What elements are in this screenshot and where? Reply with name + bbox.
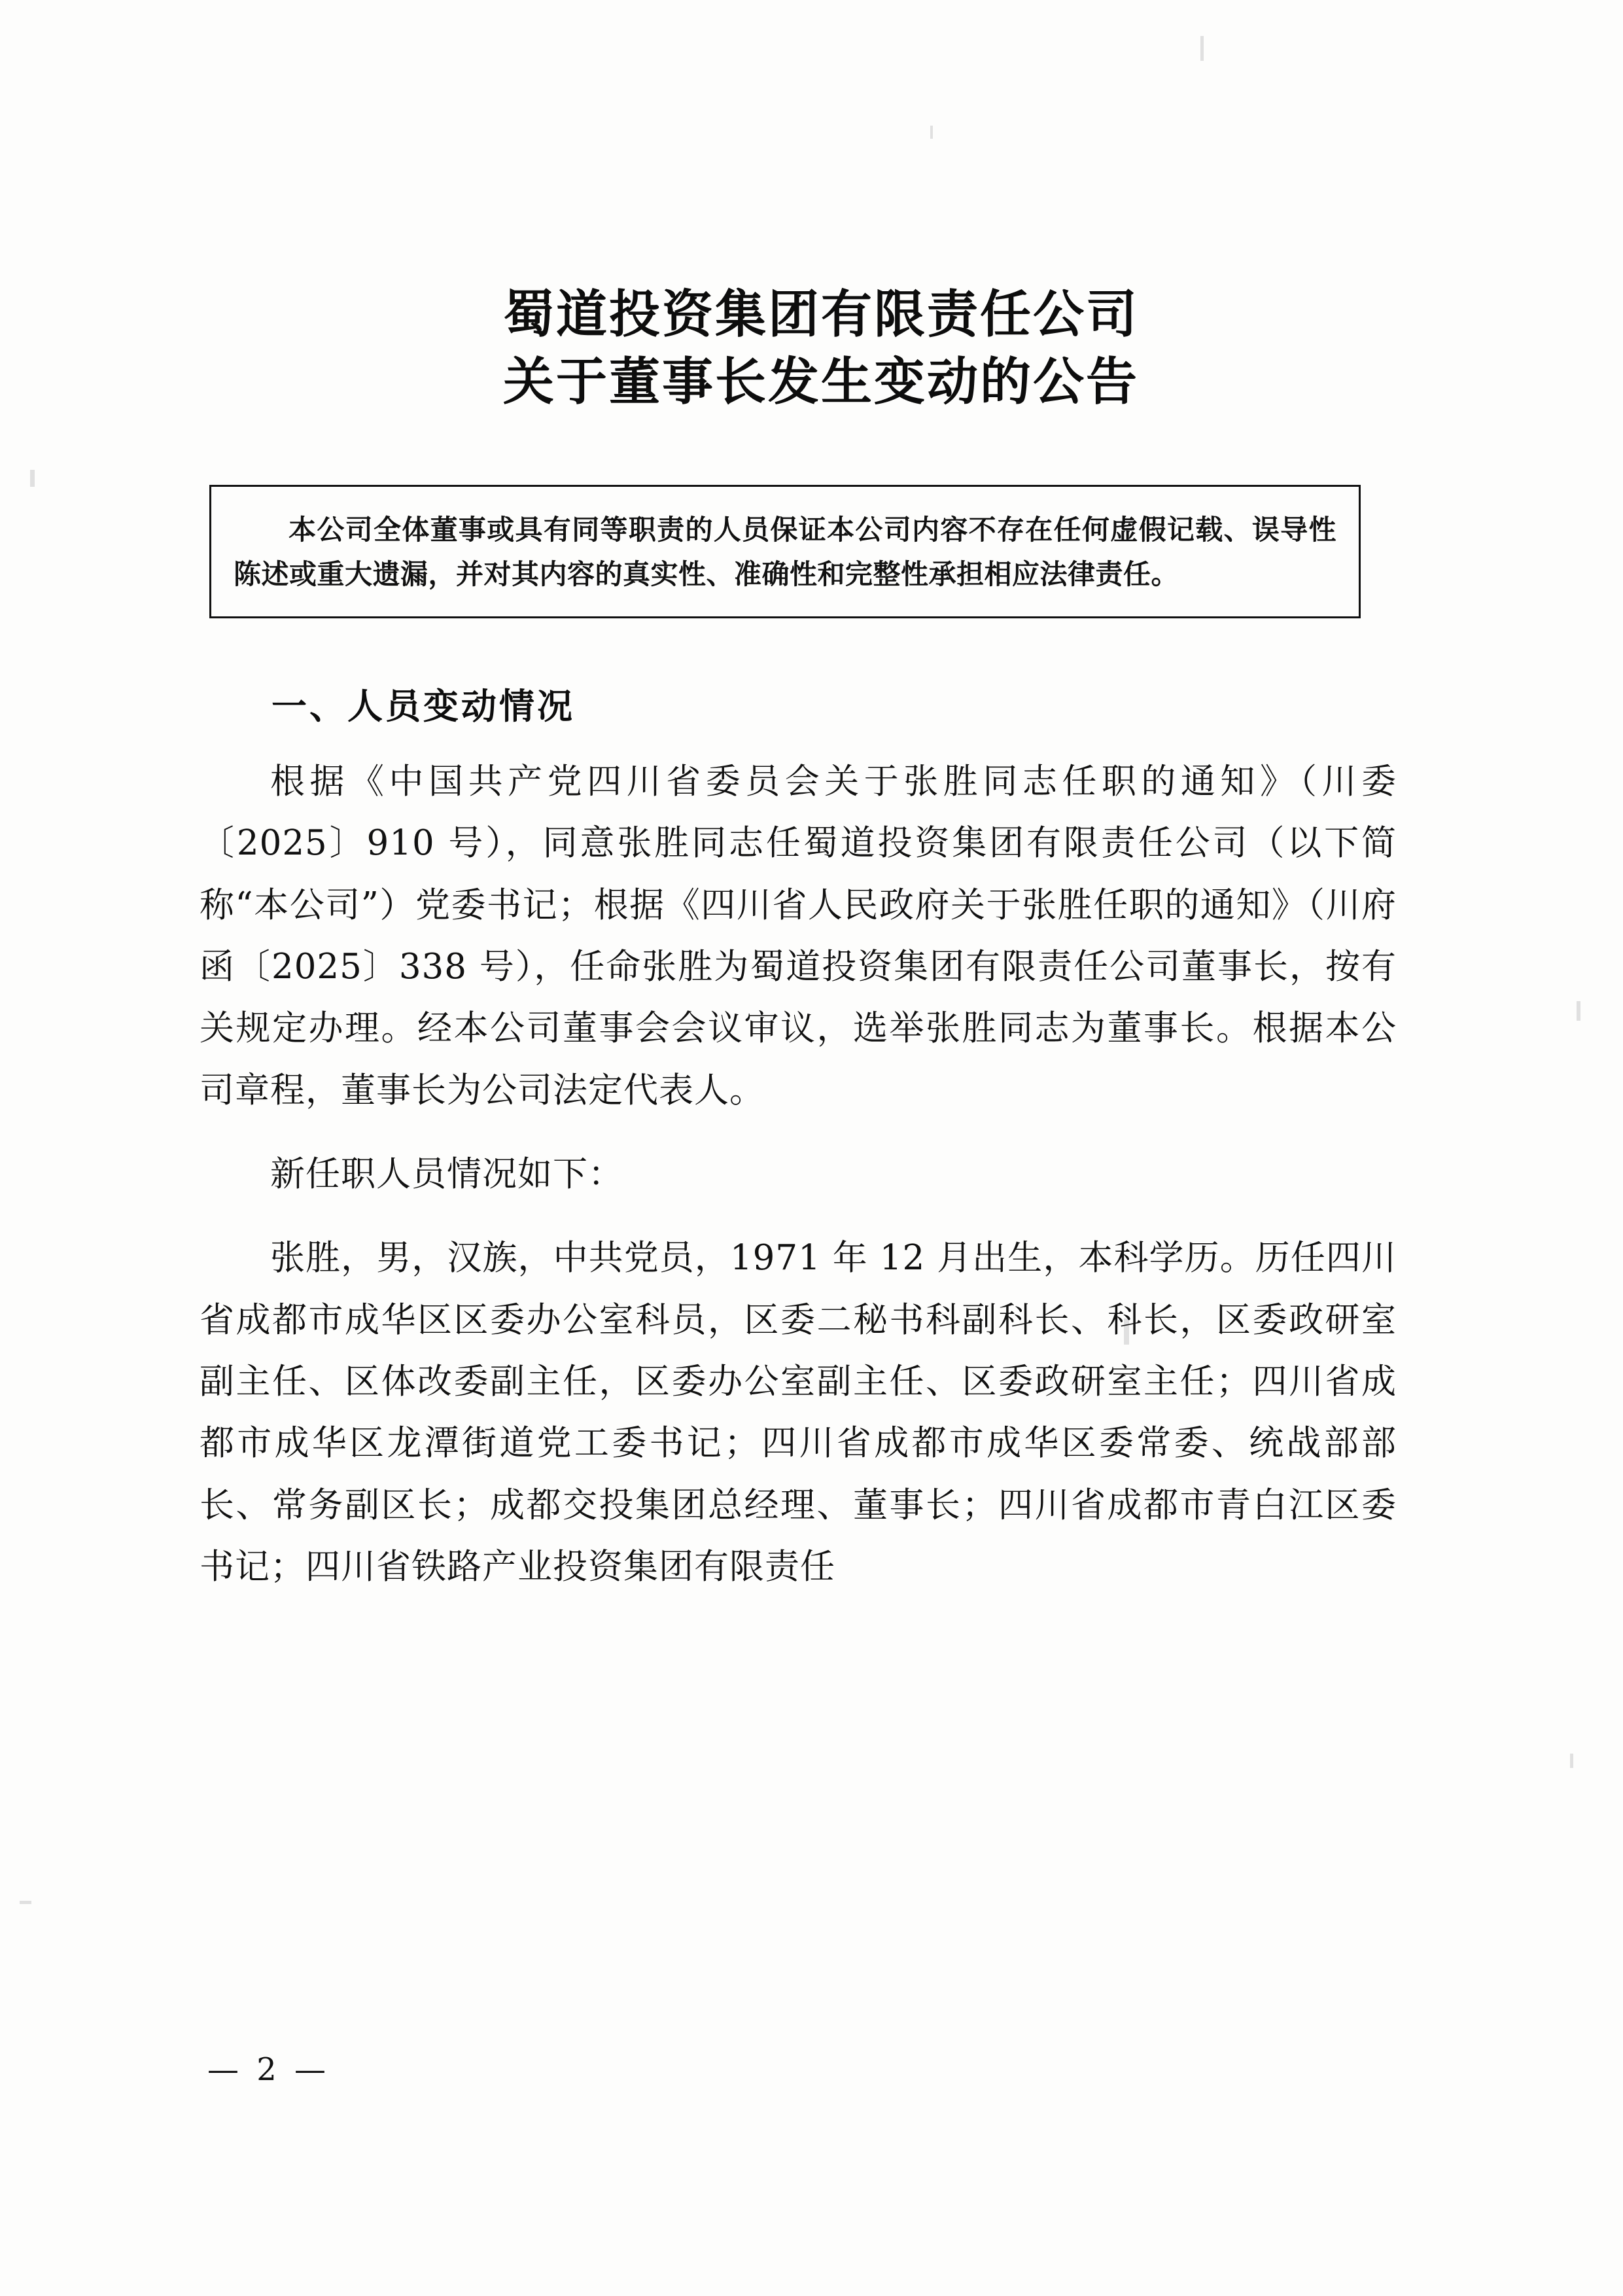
scan-artifact [20, 1901, 31, 1904]
scan-artifact [1577, 1001, 1580, 1021]
title-line-2: 关于董事长发生变动的公告 [502, 351, 1139, 412]
page-number: — 2 — [207, 2051, 330, 2088]
liability-notice-text: 本公司全体董事或具有同等职责的人员保证本公司内容不存在任何虚假记载、误导性陈述或重大遗漏，并对其内容的真实性、准确性和完整性承担相应法律责任。 [234, 513, 1336, 590]
paragraph-appointee-biography: 张胜，男，汉族，中共党员，1971 年 12 月出生，本科学历。历任四川省成都市成华区区委办公室科员，区委二秘书科副科长、科长，区委政研室副主任、区体改委副主任，区委办公室副主任、区委政研室主任；四川省成都市成华区龙潭街道党工委书记；四川省成都市成华区委常委、统战部部长、常务副区长；成都交投集团总经理、董事长；四川省成都市青白江区委书记；四川省铁路产业投资集团有限责任 [200, 1238, 1397, 1587]
liability-notice-box [209, 485, 1361, 618]
title-line-1: 蜀道投资集团有限责任公司 [502, 285, 1139, 344]
paragraph-appointment-basis: 根据《中国共产党四川省委员会关于张胜同志任职的通知》（川委〔2025〕910 号），同意张胜同志任蜀道投资集团有限责任公司（以下简称“本公司”）党委书记；根据《四川省人民政府关于张胜任职的通知》（川府函〔2025〕338 号），任命张胜为蜀道投资集团有限责任公司董事长，按有关规定办理。经本公司董事会会议审议，选举张胜同志为董事长。根据本公司章程，董事长为公司法定代表人。 [200, 761, 1397, 1110]
section-heading-personnel-change: 一、人员变动情况 [271, 685, 575, 727]
scan-artifact [1570, 1754, 1573, 1768]
page-title [200, 281, 1442, 416]
scan-artifact [30, 470, 35, 487]
paragraph-new-appointee-intro: 新任职人员情况如下： [270, 1154, 623, 1194]
document-body [200, 0, 1442, 1598]
